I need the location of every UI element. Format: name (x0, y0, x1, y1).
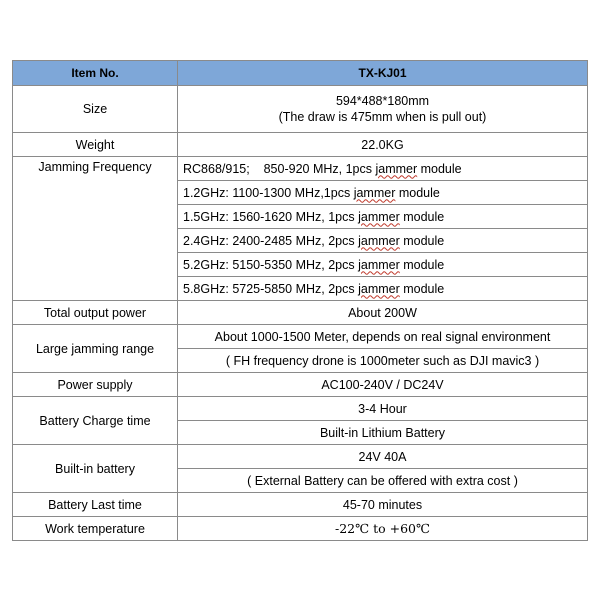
battery-value: 24V 40A (178, 445, 588, 469)
band-text: 5.2GHz: 5150-5350 MHz, 2pcs (183, 257, 359, 272)
table-row (13, 301, 588, 325)
weight-label: Weight (13, 133, 178, 157)
band-suffix: module (395, 185, 440, 200)
charge-note: Built-in Lithium Battery (178, 421, 588, 445)
header-label: Item No. (13, 61, 178, 86)
jamming-label: Jamming Frequency (13, 157, 178, 301)
spec-table (12, 60, 588, 541)
table-row (13, 493, 588, 517)
table-row (13, 86, 588, 133)
band-text: 1.5GHz: 1560-1620 MHz, 1pcs (183, 209, 359, 224)
range-value: About 1000-1500 Meter, depends on real signal environment (178, 325, 588, 349)
band-jammer-word: jammer (358, 233, 400, 248)
band-jammer-word: jammer (358, 281, 400, 296)
weight-value: 22.0KG (178, 133, 588, 157)
table-row (13, 445, 588, 469)
jamming-band (178, 181, 588, 205)
band-jammer-word: jammer (358, 257, 400, 272)
output-label: Total output power (13, 301, 178, 325)
table-row (13, 157, 588, 181)
output-value: About 200W (178, 301, 588, 325)
band-jammer-word: jammer (353, 185, 396, 200)
band-suffix: module (399, 209, 445, 224)
last-value: 45-70 minutes (178, 493, 588, 517)
band-text: 1.2GHz: 1100-1300 MHz,1pcs (183, 185, 354, 200)
charge-value: 3-4 Hour (178, 397, 588, 421)
range-label: Large jamming range (13, 325, 178, 373)
range-note: ( FH frequency drone is 1000meter such as DJI mavic3 ) (178, 349, 588, 373)
header-value: TX-KJ01 (178, 61, 588, 86)
size-label: Size (13, 86, 178, 133)
band-text: 5.8GHz: 5725-5850 MHz, 2pcs (183, 281, 359, 296)
jamming-band (178, 253, 588, 277)
power-label: Power supply (13, 373, 178, 397)
table-row (13, 373, 588, 397)
jamming-band (178, 157, 588, 181)
size-note: (The draw is 475mm when is pull out) (278, 110, 487, 124)
size-value (178, 86, 588, 133)
table-row (13, 517, 588, 541)
power-value: AC100-240V / DC24V (178, 373, 588, 397)
band-text: 2.4GHz: 2400-2485 MHz, 2pcs (183, 233, 359, 248)
last-label: Battery Last time (13, 493, 178, 517)
band-text: RC868/915; 850-920 MHz, 1pcs (183, 161, 376, 176)
temp-value: -22℃ to +60℃ (178, 517, 588, 541)
band-jammer-word: jammer (375, 161, 418, 176)
battery-label: Built-in battery (13, 445, 178, 493)
jamming-band (178, 229, 588, 253)
temp-label: Work temperature (13, 517, 178, 541)
jamming-band (178, 205, 588, 229)
table-row (13, 133, 588, 157)
band-suffix: module (417, 161, 462, 176)
battery-note: ( External Battery can be offered with extra cost ) (178, 469, 588, 493)
header-row (13, 61, 588, 86)
table-row (13, 397, 588, 421)
band-suffix: module (399, 233, 445, 248)
band-jammer-word: jammer (358, 209, 400, 224)
charge-label: Battery Charge time (13, 397, 178, 445)
band-suffix: module (399, 281, 445, 296)
band-suffix: module (399, 257, 445, 272)
jamming-band (178, 277, 588, 301)
size-dimensions: 594*488*180mm (335, 94, 430, 108)
table-row (13, 325, 588, 349)
